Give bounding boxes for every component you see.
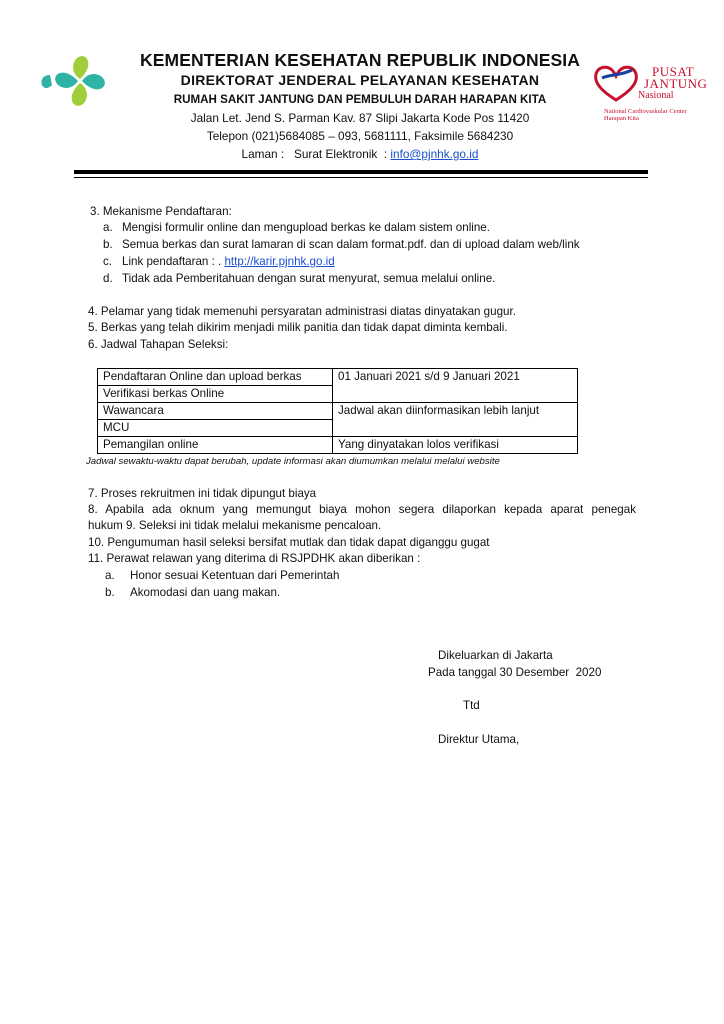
letterhead-directorate: DIREKTORAT JENDERAL PELAYANAN KESEHATAN xyxy=(180,72,540,88)
table-row xyxy=(98,386,578,403)
point-5: 5. Berkas yang telah dikirim menjadi milik panitia dan tidak dapat diminta kembali. xyxy=(88,321,508,334)
table-cell xyxy=(333,386,578,403)
letterhead-ministry: KEMENTERIAN KESEHATAN REPUBLIK INDONESIA xyxy=(140,50,580,70)
logo-text-pusat: PUSAT xyxy=(652,64,695,79)
table-row xyxy=(98,403,578,420)
logo-text-jantung: JANTUNG xyxy=(644,76,708,91)
section3-item-a: Mengisi formulir online dan mengupload berkas ke dalam sistem online. xyxy=(122,221,490,234)
table-cell: 01 Januari 2021 s/d 9 Januari 2021 xyxy=(333,369,578,386)
signature-issued-at: Dikeluarkan di Jakarta xyxy=(438,649,553,662)
point-8-line2: hukum 9. Seleksi ini tidak melalui mekanisme pencaloan. xyxy=(88,519,382,532)
schedule-table xyxy=(97,368,578,454)
section3-item-b: Semua berkas dan surat lamaran di scan dalam format.pdf. dan di upload dalam web/link xyxy=(122,238,580,251)
schedule-note: Jadwal sewaktu-waktu dapat berubah, update informasi akan diumumkan melalui melalui website xyxy=(86,456,500,467)
logo-subtitle: National Cardiovaskular Center Harapan Kita xyxy=(604,108,687,122)
logo-text-nasional: Nasional xyxy=(638,90,674,101)
signature-ttd: Ttd xyxy=(463,699,480,712)
list-marker: d. xyxy=(103,272,113,285)
benefit-item-a: Honor sesuai Ketentuan dari Pemerintah xyxy=(130,569,340,582)
letterhead-hospital: RUMAH SAKIT JANTUNG DAN PEMBULUH DARAH HARAPAN KITA xyxy=(173,93,547,106)
table-cell: MCU xyxy=(98,420,333,437)
table-cell: Yang dinyatakan lolos verifikasi xyxy=(333,437,578,454)
table-cell: Jadwal akan diinformasikan lebih lanjut xyxy=(333,403,578,420)
letterhead-web: Laman : Surat Elektronik : info@pjnhk.go.id xyxy=(241,147,479,161)
signature-date: Pada tanggal 30 Desember 2020 xyxy=(428,666,602,679)
signature-title: Direktur Utama, xyxy=(438,733,520,746)
registration-link[interactable]: http://karir.pjnhk.go.id xyxy=(224,255,335,268)
list-marker: b. xyxy=(103,238,113,251)
table-cell: Verifikasi berkas Online xyxy=(98,386,333,403)
list-marker: c. xyxy=(103,255,113,268)
list-marker: a. xyxy=(103,221,113,234)
header-divider-thin xyxy=(74,177,648,178)
point-10: 10. Pengumuman hasil seleksi bersifat mutlak dan tidak dapat diganggu gugat xyxy=(88,536,490,549)
section3-item-d: Tidak ada Pemberitahuan dengan surat menyurat, semua melalui online. xyxy=(122,272,496,285)
point-8-line1: 8. Apabila ada oknum yang memungut biaya mohon segera dilaporkan kepada aparat penegak xyxy=(88,503,636,516)
header-divider-thick xyxy=(74,170,648,174)
point-11: 11. Perawat relawan yang diterima di RSJPDHK akan diberikan : xyxy=(88,552,421,565)
section3-item-c: Link pendaftaran : . http://karir.pjnhk.go.id xyxy=(122,255,335,268)
benefit-item-b: Akomodasi dan uang makan. xyxy=(130,586,281,599)
table-row xyxy=(98,369,578,386)
table-cell xyxy=(333,420,578,437)
table-cell: Wawancara xyxy=(98,403,333,420)
list-marker: b. xyxy=(105,586,115,599)
point-4: 4. Pelamar yang tidak memenuhi persyaratan administrasi diatas dinyatakan gugur. xyxy=(88,305,516,318)
table-row xyxy=(98,420,578,437)
letterhead-phone: Telepon (021)5684085 – 093, 5681111, Faksimile 5684230 xyxy=(206,129,514,143)
table-cell: Pemangilan online xyxy=(98,437,333,454)
table-row xyxy=(98,437,578,454)
email-link[interactable]: info@pjnhk.go.id xyxy=(390,147,479,161)
point-6: 6. Jadwal Tahapan Seleksi: xyxy=(88,338,229,351)
letterhead-address: Jalan Let. Jend S. Parman Kav. 87 Slipi Jakarta Kode Pos 11420 xyxy=(190,111,530,125)
section3-title: 3. Mekanisme Pendaftaran: xyxy=(90,205,232,218)
point-7: 7. Proses rekruitmen ini tidak dipungut biaya xyxy=(88,487,317,500)
list-marker: a. xyxy=(105,569,115,582)
table-cell: Pendaftaran Online dan upload berkas xyxy=(98,369,333,386)
